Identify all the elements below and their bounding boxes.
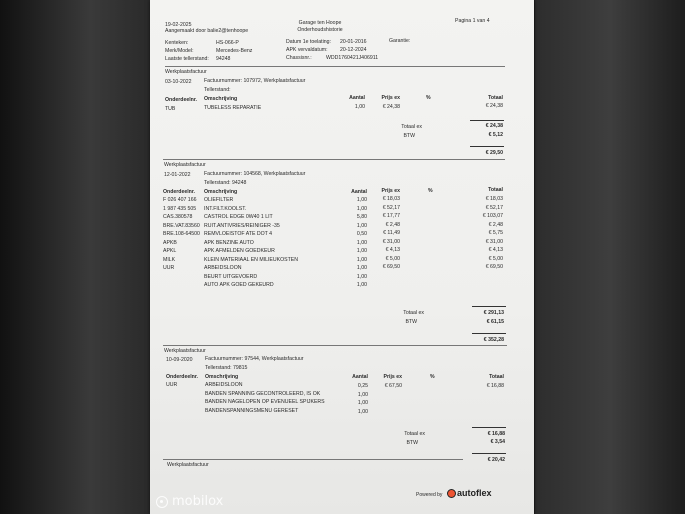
row-code: BRE.VAT.83560 [163,223,200,229]
row-code: UUR [163,265,175,271]
invoice-odometer: Tellerstand: 94248 [204,180,247,186]
document-subtitle: Onderhoudshistorie [297,27,343,33]
apk-label: APK vervaldatum: [286,47,328,53]
row-qty: 1,00 [356,248,367,254]
mobilox-watermark [156,494,223,509]
section-divider [163,159,505,160]
toelating-value: 20-01-2016 [340,39,367,45]
subtotal-value: € 16,88 [487,431,505,437]
row-price: € 31,00 [382,239,400,245]
section-divider [163,345,507,346]
row-price: € 4,13 [385,247,400,253]
row-code: 1 987 435 505 [163,206,197,212]
print-date: 19-02-2025 [165,22,192,28]
row-qty: 1,00 [354,104,365,110]
row-desc: CASTROL EDGE 0W40 1 LIT [204,214,273,220]
vat-label: BTW [406,440,418,446]
row-total: € 24,38 [485,103,503,109]
row-total: € 2,48 [488,222,503,228]
col-code-header: Onderdeelnr. [165,97,197,103]
col-code-header: Onderdeelnr. [163,189,195,195]
row-code: TUB [165,106,176,112]
row-total: € 4,13 [488,247,503,253]
row-desc: INT.FILT.KOOLST. [204,206,247,212]
row-code: APKB [163,240,177,246]
total-rule [472,333,506,334]
row-qty: 1,00 [356,282,367,288]
row-price: € 2,48 [385,222,400,228]
section-divider [165,66,505,67]
mobilox-watermark-text: mobilox [172,494,224,509]
col-total-header: Totaal [488,187,503,193]
merk-value: Mercedes-Benz [216,48,253,54]
row-total: € 5,75 [488,230,503,236]
invoice-number: Factuurnummer: 107972, Werkplaatsfactuur [204,78,306,84]
col-desc-header: Omschrijving [204,189,238,195]
row-desc: KLEIN MATERIAAL EN MILIEUKOSTEN [204,257,298,263]
subtotal-value: € 24,38 [485,123,503,129]
invoice-odometer: Tellerstand: [204,87,231,93]
row-price: € 52,17 [382,205,400,211]
tellerstand-label: Laatste tellerstand: [165,56,209,62]
subtotal-rule [472,306,506,307]
row-qty: 1,00 [356,274,367,280]
col-price-header: Prijs ex [383,374,402,380]
invoice-total: € 352,28 [483,337,504,343]
row-qty: 1,00 [357,392,368,398]
created-by: Aangemaakt door balie2@tenhoope [165,28,249,34]
total-rule [472,453,506,454]
col-total-header: Totaal [489,374,504,380]
subtotal-label: Totaal ex [403,310,424,316]
col-price-header: Prijs ex [381,188,400,194]
row-desc: BANDENSPANNINGSMENU GERESET [205,408,299,414]
kenteken-value: HS-066-P [216,40,239,46]
col-code-header: Onderdeelnr. [166,374,198,380]
col-desc-header: Omschrijving [205,374,239,380]
mobilox-logo-icon [156,496,168,508]
row-qty: 0,25 [357,383,368,389]
col-qty-header: Aantal [352,374,368,380]
invoice-date: 03-10-2022 [165,79,192,85]
invoice-total: € 29,50 [485,150,503,156]
row-code: BRE.108-64500 [163,231,200,237]
row-qty: 1,00 [357,400,368,406]
invoice-date: 10-09-2020 [166,357,193,363]
subtotal-label: Totaal ex [401,124,422,130]
subtotal-label: Totaal ex [404,431,425,437]
row-desc: TUBELESS REPARATIE [204,105,262,111]
row-total: € 16,88 [486,383,504,389]
row-total: € 5,00 [488,256,503,262]
row-desc: OLIEFILTER [204,197,234,203]
chassis-label: Chassisnr.: [286,55,312,61]
row-qty: 1,00 [356,265,367,271]
col-desc-header: Omschrijving [204,96,238,102]
vat-label: BTW [405,319,417,325]
row-desc: AUTO APK GOED GEKEURD [204,282,274,288]
background-left [0,0,150,514]
vat-value: € 5,12 [488,132,503,138]
invoice-type: Werkplaatsfactuur [164,162,206,168]
row-total: € 69,50 [485,264,503,270]
row-desc: ARBEIDSLOON [205,382,243,388]
row-qty: 0,50 [356,231,367,237]
document-page [150,0,534,514]
row-qty: 1,00 [356,257,367,263]
merk-label: Merk/Model: [165,48,194,54]
row-qty: 1,00 [357,409,368,415]
row-total: € 52,17 [485,205,503,211]
row-price: € 5,00 [385,256,400,262]
subtotal-value: € 291,13 [483,310,504,316]
section-divider [163,459,463,460]
row-desc: BEURT UITGEVOERD [204,274,258,280]
next-invoice-type: Werkplaatsfactuur [167,462,209,468]
row-qty: 1,00 [356,197,367,203]
row-desc: ARBEIDSLOON [204,265,242,271]
row-qty: 5,80 [356,214,367,220]
row-desc: BANDEN SPANNING GECONTROLEERD, IS OK [205,391,321,397]
invoice-total: € 20,42 [487,457,505,463]
invoice-type: Werkplaatsfactuur [164,348,206,354]
background-right [535,0,685,514]
row-qty: 1,00 [356,240,367,246]
apk-value: 20-12-2024 [340,47,367,53]
col-pct-header: % [428,188,433,194]
col-pct-header: % [426,95,431,101]
col-pct-header: % [430,374,435,380]
row-price: € 67,50 [384,383,402,389]
row-total: € 103,07 [482,213,503,219]
autoflex-logo: autoflex [457,488,492,498]
row-code: MILK [163,257,176,263]
col-price-header: Prijs ex [381,95,400,101]
chassis-value: WDD1760421J406911 [326,55,379,61]
row-price: € 24,38 [382,104,400,110]
row-code: UUR [166,382,178,388]
row-qty: 1,00 [356,223,367,229]
subtotal-rule [470,120,504,121]
row-code: F 026 407 166 [163,197,197,203]
powered-by-label: Powered by [416,492,443,498]
row-price: € 11,49 [383,230,400,236]
row-qty: 1,00 [356,206,367,212]
row-desc: REMVLOEISTOF ATE DOT 4 [204,231,273,237]
row-price: € 69,50 [382,264,400,270]
kenteken-label: Kenteken: [165,40,189,46]
row-price: € 18,03 [382,196,400,202]
invoice-date: 12-01-2022 [164,172,191,178]
row-total: € 31,00 [485,239,503,245]
vat-value: € 61,15 [486,319,504,325]
invoice-number: Factuurnummer: 104568, Werkplaatsfactuur [204,171,306,177]
col-qty-header: Aantal [349,95,365,101]
invoice-number: Factuurnummer: 97544, Werkplaatsfactuur [205,356,304,362]
autoflex-logo-icon [447,489,456,498]
row-code: APKL [163,248,177,254]
subtotal-rule [472,427,506,428]
toelating-label: Datum 1e toelating: [286,39,331,45]
page-number: Pagina 1 van 4 [455,18,490,24]
row-price: € 17,77 [382,213,400,219]
vat-label: BTW [403,133,415,139]
row-total: € 18,03 [485,196,503,202]
invoice-type: Werkplaatsfactuur [165,69,207,75]
vat-value: € 3,54 [490,439,505,445]
garage-name: Garage ten Hoope [298,20,342,26]
row-desc: BANDEN NAGELOPEN OP EVENUEEL SPIJKERS [205,399,325,405]
garantie-label: Garantie: [389,38,411,44]
total-rule [470,146,504,147]
row-desc: APK AFMELDEN GOEDKEUR [204,248,275,254]
row-code: CAS.380578 [163,214,193,220]
col-total-header: Totaal [488,95,503,101]
row-desc: RUIT.ANTIVRIES/REINIGER -35 [204,223,280,229]
tellerstand-value: 94248 [216,56,231,62]
row-desc: APK BENZINE AUTO [204,240,254,246]
col-qty-header: Aantal [351,189,367,195]
invoice-odometer: Tellerstand: 79815 [205,365,248,371]
